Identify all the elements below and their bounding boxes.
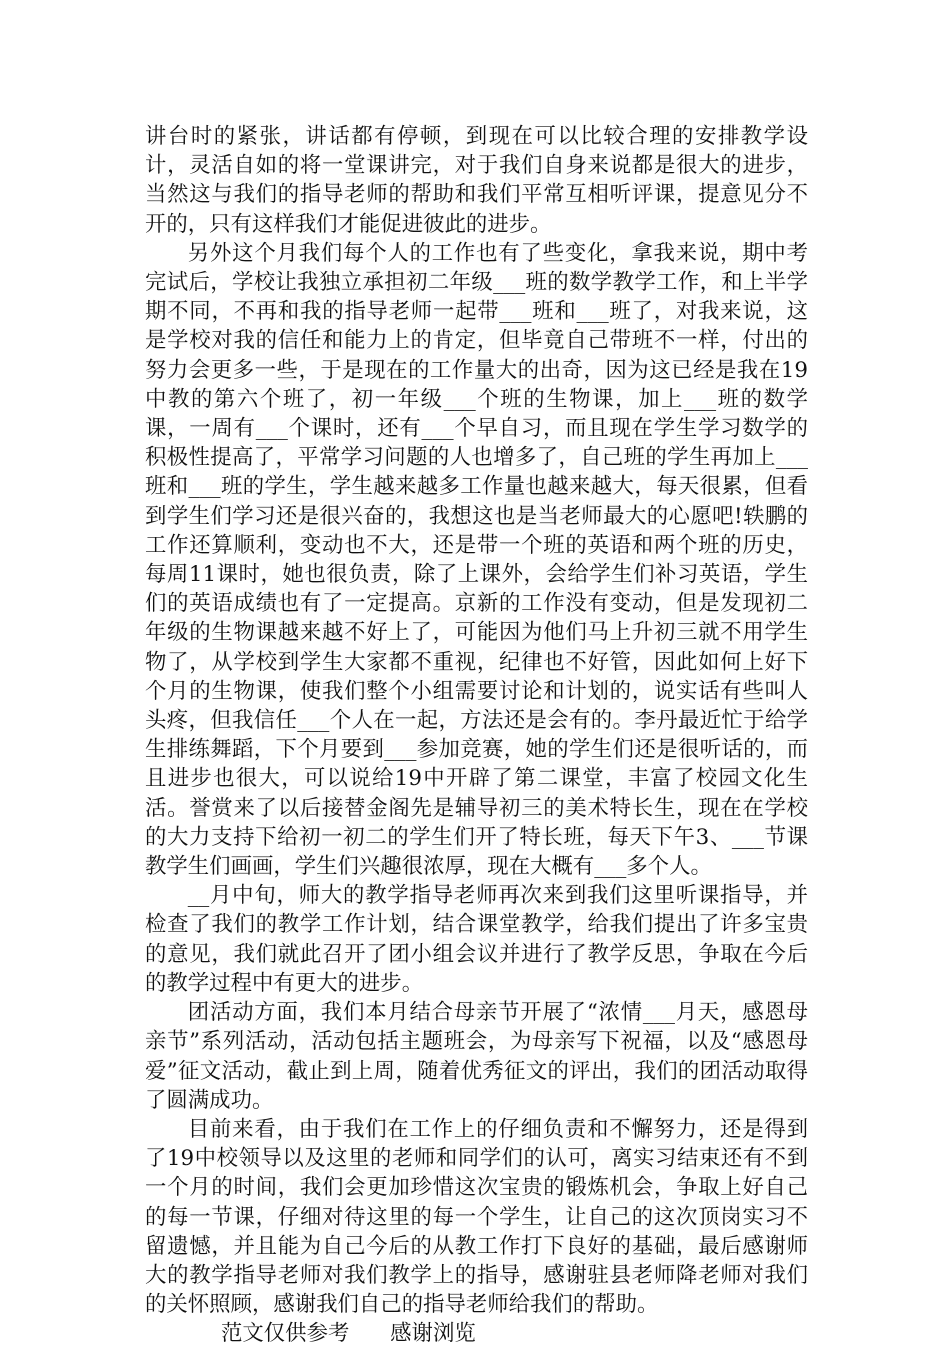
paragraph-5: 目前来看，由于我们在工作上的仔细负责和不懈努力，还是得到了19中校领导以及这里的老师和同学们的认可，离实习结束还有不到一个月的时间，我们会更加珍惜这次宝贵的锻炼机会，争取上好自己的每一节课，仔细对待这里的每一个学生，让自己的这次顶岗实习不留遗憾，并且能为自己今后的从教工作打下良好的基础，最后感谢师大的教学指导老师对我们教学上的指导，感谢驻县老师降老师对我们的关怀照顾，感谢我们自己的指导老师给我们的帮助。 [145, 1116, 808, 1318]
paragraph-3: __月中旬，师大的教学指导老师再次来到我们这里听课指导，并检查了我们的教学工作计划，结合课堂教学，给我们提出了许多宝贵的意见，我们就此召开了团小组会议并进行了教学反思，争取在今后的教学过程中有更大的进步。 [145, 883, 808, 996]
footer-left: 范文仅供参考 [221, 1321, 350, 1347]
footer-right: 感谢浏览 [390, 1321, 476, 1347]
document-body [145, 122, 808, 1349]
paragraph-2: 另外这个月我们每个人的工作也有了些变化，拿我来说，期中考完试后，学校让我独立承担初二年级___班的数学教学工作，和上半学期不同，不再和我的指导老师一起带___班和___班了，对我来说，这是学校对我的信任和能力上的肯定，但毕竟自己带班不一样，付出的努力会更多一些，于是现在的工作量大的出奇，因为这已经是我在19中教的第六个班了，初一年级___个班的生物课，加上___班的数学课，一周有___个课时，还有___个早自习，而且现在学生学习数学的积极性提高了，平常学习问题的人也增多了，自己班的学生再加上___班和___班的学生，学生越来越多工作量也越来越大，每天很累，但看到学生们学习还是很兴奋的，我想这也是当老师最大的心愿吧!轶鹏的工作还算顺利，变动也不大，还是带一个班的英语和两个班的历史，每周11课时，她也很负责，除了上课外，会给学生们补习英语，学生们的英语成绩也有了一定提高。京新的工作没有变动，但是发现初二年级的生物课越来越不好上了，可能因为他们马上升初三就不用学生物了，从学校到学生大家都不重视，纪律也不好管，因此如何上好下个月的生物课，使我们整个小组需要讨论和计划的，说实话有些叫人头疼，但我信任___个人在一起，方法还是会有的。李丹最近忙于给学生排练舞蹈，下个月要到___参加竞赛，她的学生们还是很听话的，而且进步也很大，可以说给19中开辟了第二课堂，丰富了校园文化生活。誉赏来了以后接替金阁先是辅导初三的美术特长生，现在在学校的大力支持下给初一初二的学生们开了特长班，每天下午3、___节课教学生们画画，学生们兴趣很浓厚，现在大概有___多个人。 [145, 240, 808, 880]
paragraph-1: 讲台时的紧张，讲话都有停顿，到现在可以比较合理的安排教学设计，灵活自如的将一堂课讲完，对于我们自身来说都是很大的进步，当然这与我们的指导老师的帮助和我们平常互相听评课，提意见分不开的，只有这样我们才能促进彼此的进步。 [145, 124, 808, 237]
paragraph-4: 团活动方面，我们本月结合母亲节开展了“浓情___月天，感恩母亲节”系列活动，活动包括主题班会，为母亲写下祝福，以及“感恩母爱”征文活动，截止到上周，随着优秀征文的评出，我们的团活动取得了圆满成功。 [145, 1000, 808, 1113]
footer-note [145, 1319, 808, 1348]
